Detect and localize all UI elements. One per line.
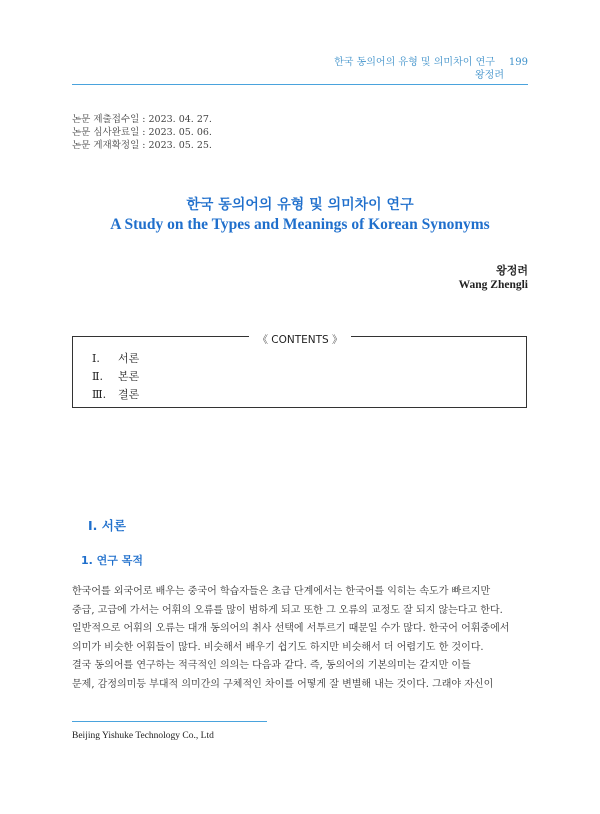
footnote-rule: [72, 721, 267, 722]
toc-item-label: 본론: [118, 370, 140, 383]
author-english: Wang Zhengli: [458, 279, 528, 291]
toc-item: [92, 386, 139, 404]
author-korean: 왕정려: [496, 264, 528, 277]
contents-label: 《 CONTENTS 》: [249, 334, 350, 346]
running-header: [334, 56, 528, 82]
date-submitted: 논문 제출접수일 : 2023. 04. 27.: [72, 114, 212, 125]
subsection-heading: 1. 연구 목적: [81, 554, 143, 567]
submission-dates: [72, 113, 212, 152]
body-paragraph: [72, 583, 528, 694]
author-affiliation: Beijing Yishuke Technology Co., Ltd: [72, 731, 214, 741]
header-rule: [72, 84, 528, 85]
page-number: 199: [508, 57, 528, 68]
contents-label-wrap: [0, 328, 600, 347]
title-korean: 한국 동의어의 유형 및 의미차이 연구: [186, 197, 414, 213]
body-line: 의미가 비슷한 어휘들이 많다. 비슷해서 배우기 쉽기도 하지만 비슷해서 더 어렵기도 한 것이다.: [72, 641, 484, 653]
date-reviewed: 논문 심사완료일 : 2023. 05. 06.: [72, 127, 212, 138]
toc-item-number: Ⅰ.: [92, 352, 100, 365]
section-heading: Ⅰ. 서론: [88, 518, 126, 533]
toc-item-label: 서론: [118, 352, 140, 365]
date-accepted: 논문 게재확정일 : 2023. 05. 25.: [72, 140, 212, 151]
table-of-contents: [92, 350, 139, 404]
body-line: 문제, 감정의미등 부대적 의미간의 구체적인 차이를 어떻게 잘 변별해 내는 것이다. 그래야 자신이: [72, 678, 494, 690]
toc-item: [92, 368, 139, 386]
body-line: 한국어를 외국어로 배우는 중국어 학습자들은 초급 단계에서는 한국어를 익히는 속도가 빠르지만: [72, 586, 491, 597]
toc-item-label: 결론: [118, 388, 140, 401]
body-line: 중급, 고급에 가서는 어휘의 오류를 많이 범하게 되고 또한 그 오류의 교정도 잘 되지 않는다고 한다.: [72, 604, 503, 616]
body-line: 결국 동의어를 연구하는 적극적인 의의는 다음과 같다. 즉, 동의어의 기본의미는 같지만 이들: [72, 660, 471, 671]
running-author: 왕정려: [475, 70, 504, 81]
toc-item-number: Ⅱ.: [92, 370, 103, 383]
toc-item-number: Ⅲ.: [92, 388, 107, 401]
body-line: 일반적으로 어휘의 오류는 대개 동의어의 취사 선택에 서투르기 때문일 수가 많다. 한국어 어휘중에서: [72, 623, 510, 634]
title-english: A Study on the Types and Meanings of Korean Synonyms: [110, 216, 490, 233]
running-title: 한국 동의어의 유형 및 의미차이 연구: [334, 57, 495, 68]
toc-item: [92, 350, 139, 368]
